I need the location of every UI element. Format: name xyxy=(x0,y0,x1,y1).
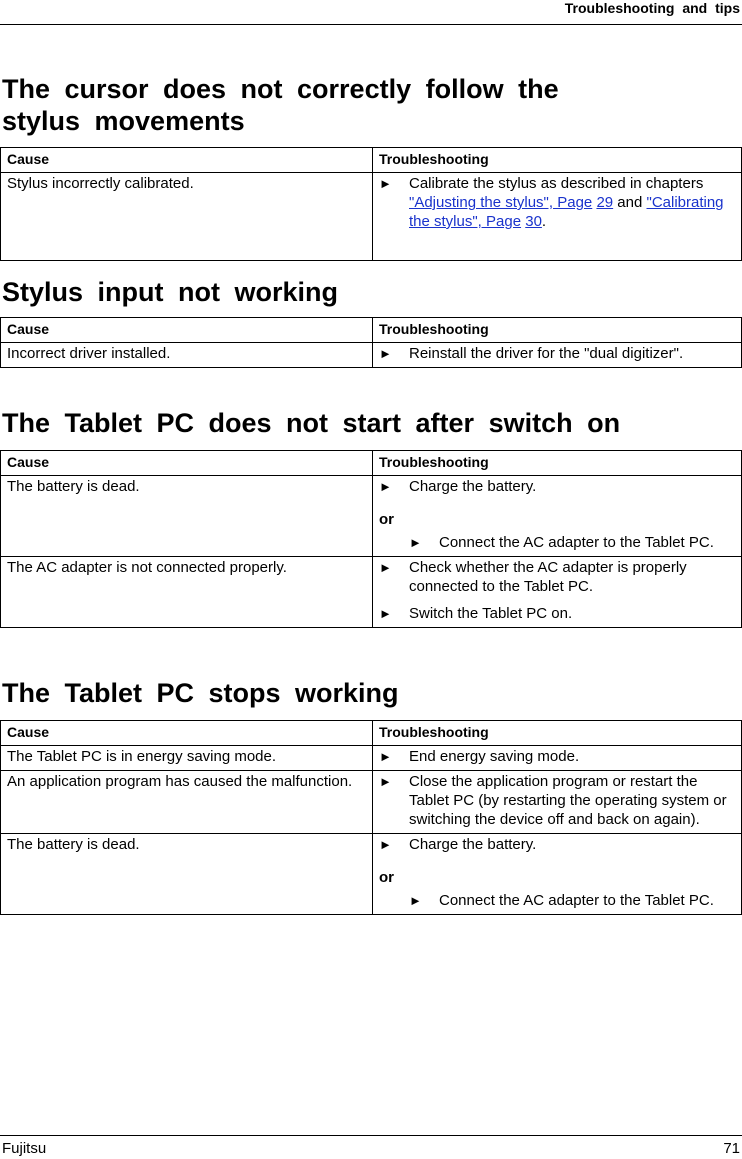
table-row xyxy=(1,557,742,628)
link-page-30[interactable]: 30 xyxy=(525,213,542,230)
section-heading-stylus-input: Stylus input not working xyxy=(2,277,338,307)
table-row xyxy=(1,746,742,771)
step-item xyxy=(379,604,736,623)
table-header-row xyxy=(1,148,742,173)
sub-step-item xyxy=(379,533,736,552)
table-row xyxy=(1,173,742,261)
troubleshooting-cell xyxy=(373,746,742,771)
step-item xyxy=(379,835,736,854)
troubleshooting-cell xyxy=(373,476,742,557)
step-text: Check whether the AC adapter is properly connected to the Tablet PC. xyxy=(409,559,687,595)
running-header: Troubleshooting and tips xyxy=(564,0,740,16)
or-label: or xyxy=(379,869,394,886)
cause-cell: The AC adapter is not connected properly. xyxy=(1,557,373,628)
table-header-row xyxy=(1,721,742,746)
or-label: or xyxy=(379,511,394,528)
troubleshooting-table-stops xyxy=(0,720,742,915)
header-divider xyxy=(0,24,742,25)
troubleshooting-cell xyxy=(373,771,742,834)
cause-cell: An application program has caused the malfunction. xyxy=(1,771,373,834)
step-text: End energy saving mode. xyxy=(409,748,580,765)
column-header-troubleshooting: Troubleshooting xyxy=(373,318,742,343)
table-header-row xyxy=(1,451,742,476)
table-row xyxy=(1,771,742,834)
link-calibrating-stylus[interactable]: "Calibrating the stylus", Page xyxy=(409,194,724,230)
step-text: Connect the AC adapter to the Tablet PC. xyxy=(439,534,714,551)
table-row xyxy=(1,834,742,915)
cause-cell: The Tablet PC is in energy saving mode. xyxy=(1,746,373,771)
step-item xyxy=(379,772,736,829)
sub-step-item xyxy=(379,891,736,910)
cause-cell: Stylus incorrectly calibrated. xyxy=(1,173,373,261)
column-header-cause: Cause xyxy=(1,721,373,746)
arrow-bullet-icon: ► xyxy=(379,774,392,789)
troubleshooting-cell xyxy=(373,834,742,915)
section-heading-tablet-stops: The Tablet PC stops working xyxy=(2,678,399,708)
heading-line-1: The cursor does not correctly follow the xyxy=(2,74,559,104)
troubleshooting-cell xyxy=(373,173,742,261)
step-item xyxy=(379,747,736,766)
step-item xyxy=(379,344,736,363)
arrow-bullet-icon: ► xyxy=(379,837,392,852)
arrow-bullet-icon: ► xyxy=(379,606,392,621)
arrow-bullet-icon: ► xyxy=(379,479,392,494)
page-number: 71 xyxy=(723,1140,740,1157)
footer-divider xyxy=(0,1135,742,1136)
column-header-troubleshooting: Troubleshooting xyxy=(373,148,742,173)
arrow-bullet-icon: ► xyxy=(379,749,392,764)
cause-cell: The battery is dead. xyxy=(1,834,373,915)
link-adjusting-stylus[interactable]: "Adjusting the stylus", Page xyxy=(409,194,593,211)
step-item xyxy=(379,558,736,596)
step-text: Charge the battery. xyxy=(409,836,537,853)
and-text: and xyxy=(617,194,643,211)
troubleshooting-cell xyxy=(373,557,742,628)
arrow-bullet-icon: ► xyxy=(409,535,422,550)
step-text: Switch the Tablet PC on. xyxy=(409,605,573,622)
troubleshooting-table-cursor xyxy=(0,147,742,261)
cause-cell: Incorrect driver installed. xyxy=(1,343,373,368)
troubleshooting-table-no-start xyxy=(0,450,742,628)
arrow-bullet-icon: ► xyxy=(379,176,392,191)
section-heading-tablet-no-start: The Tablet PC does not start after switch on xyxy=(2,408,621,438)
arrow-bullet-icon: ► xyxy=(379,346,392,361)
column-header-cause: Cause xyxy=(1,318,373,343)
step-item xyxy=(379,174,736,231)
end-punctuation: . xyxy=(541,213,547,230)
link-page-29[interactable]: 29 xyxy=(596,194,614,211)
cause-cell: The battery is dead. xyxy=(1,476,373,557)
table-header-row xyxy=(1,318,742,343)
column-header-cause: Cause xyxy=(1,148,373,173)
step-text: Close the application program or restart the Tablet PC (by restarting the operating system or switching the device off and back on again). xyxy=(409,773,727,828)
arrow-bullet-icon: ► xyxy=(409,893,422,908)
step-text: Charge the battery. xyxy=(409,478,537,495)
step-text: Calibrate the stylus as described in chapters xyxy=(409,175,704,192)
troubleshooting-table-stylus-input xyxy=(0,317,742,368)
column-header-troubleshooting: Troubleshooting xyxy=(373,721,742,746)
footer-brand: Fujitsu xyxy=(2,1140,47,1157)
step-text: Reinstall the driver for the "dual digitizer". xyxy=(409,345,684,362)
arrow-bullet-icon: ► xyxy=(379,560,392,575)
table-row xyxy=(1,476,742,557)
table-row xyxy=(1,343,742,368)
troubleshooting-cell xyxy=(373,343,742,368)
step-text: Connect the AC adapter to the Tablet PC. xyxy=(439,892,714,909)
section-heading-cursor xyxy=(2,73,559,137)
heading-line-2: stylus movements xyxy=(2,106,245,136)
column-header-troubleshooting: Troubleshooting xyxy=(373,451,742,476)
column-header-cause: Cause xyxy=(1,451,373,476)
step-item xyxy=(379,477,736,496)
